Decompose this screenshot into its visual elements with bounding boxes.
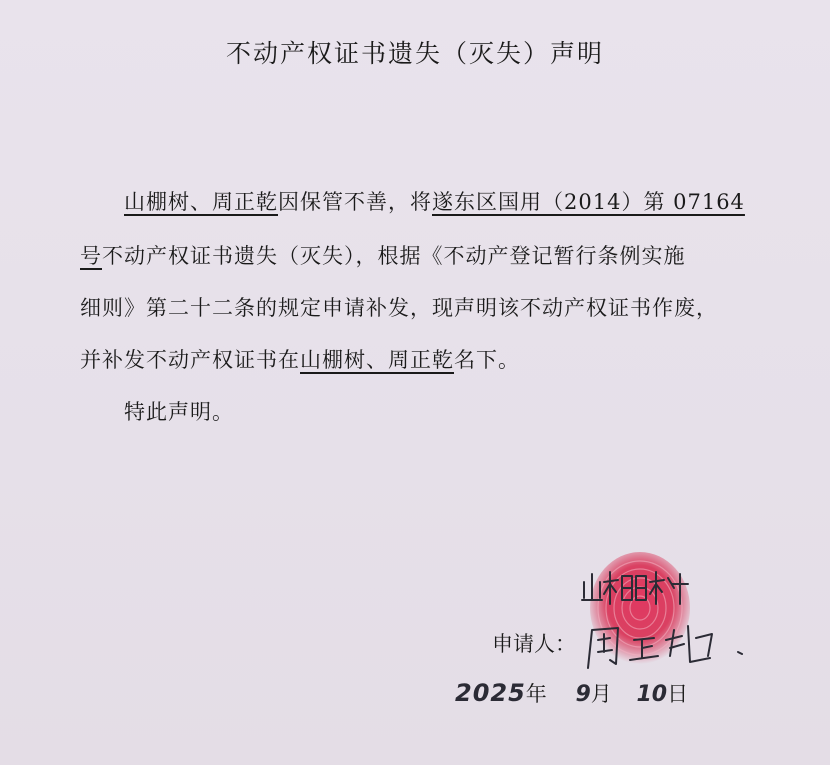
applicant-label: 申请人： [492, 632, 576, 656]
date-month-unit: 月 [590, 682, 612, 706]
certificate-reference: 遂东区国用（2014）第 07164 [432, 190, 745, 214]
applicant-names: 山棚树、周正乾 [300, 348, 454, 372]
paragraph-text: 不动产权证书遗失（灭失），根据《不动产登记暂行条例实施 [102, 244, 686, 268]
date-day-unit: 日 [667, 682, 689, 706]
paragraph-line-1 [124, 186, 745, 216]
date-year: 2025 [455, 679, 526, 707]
date-year-unit: 年 [525, 682, 547, 706]
paragraph-text: 细则》第二十二条的规定申请补发，现声明该不动产权证书作废， [80, 296, 718, 320]
date-month: 9 [575, 682, 591, 707]
paragraph-text: 因保管不善，将 [278, 190, 432, 214]
applicant-names: 山棚树、周正乾 [124, 190, 278, 214]
date-day: 10 [636, 682, 668, 707]
paragraph-line-3 [80, 292, 718, 322]
certificate-reference-suffix: 号 [80, 244, 102, 268]
closing-statement: 特此声明。 [124, 400, 234, 424]
handwritten-signature [570, 560, 770, 670]
date-line [455, 678, 688, 708]
paragraph-text: 并补发不动产权证书在 [80, 348, 300, 372]
paragraph-line-2 [80, 240, 686, 270]
document-title: 不动产权证书遗失（灭失）声明 [225, 39, 604, 68]
paragraph-line-4 [80, 344, 520, 374]
paragraph-text: 名下。 [454, 348, 520, 372]
